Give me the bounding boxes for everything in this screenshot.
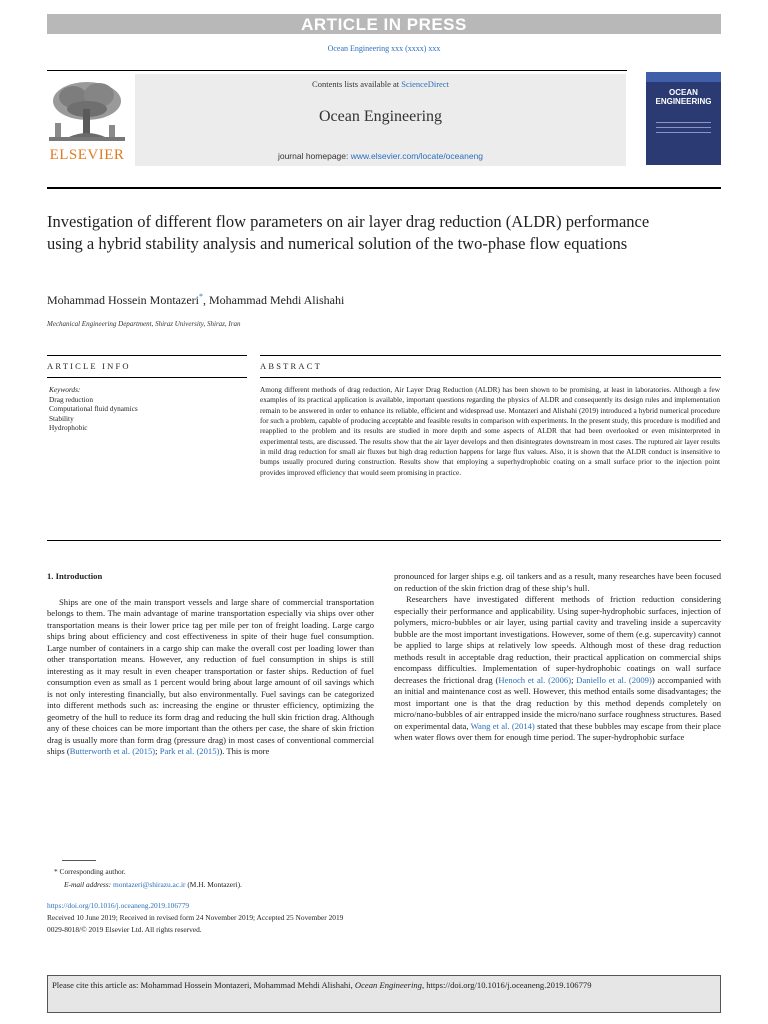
email-note	[64, 880, 242, 889]
author-2[interactable]: , Mohammad Mehdi Alishahi	[202, 293, 345, 307]
citation-doi[interactable]: , https://doi.org/10.1016/j.oceaneng.2019.106779	[421, 980, 592, 990]
citation-journal: Ocean Engineering	[354, 980, 422, 990]
abstract-rule-top	[260, 355, 721, 356]
citation-link[interactable]: Butterworth et al. (2015)	[69, 746, 156, 756]
doi-link[interactable]: https://doi.org/10.1016/j.oceaneng.2019.106779	[47, 901, 190, 910]
email-owner: (M.H. Montazeri).	[185, 880, 242, 889]
citation-link[interactable]: Wang et al. (2014)	[470, 720, 535, 731]
contents-line	[135, 79, 626, 89]
citation-link[interactable]: Henoch et al. (2006)	[498, 674, 572, 685]
doi-line	[47, 901, 189, 910]
homepage-prefix: journal homepage:	[277, 151, 351, 161]
author-1[interactable]: Mohammad Hossein Montazeri	[47, 293, 199, 307]
journal-reference-link[interactable]: Ocean Engineering xxx (xxxx) xxx	[327, 44, 441, 53]
abstract-rule-bottom	[260, 377, 721, 378]
keyword-item: Computational fluid dynamics	[49, 404, 138, 414]
left-column	[47, 571, 374, 758]
cover-title-line2: ENGINEERING	[655, 97, 712, 106]
article-title: Investigation of different flow parameters on air layer drag reduction (ALDR) performance using a hybrid stability analysis and numerical solution of the two-phase flow equations	[47, 212, 650, 253]
intro-p2a-text: Researchers have investigated different methods of friction reduction considering especially their performance and applicability. Using super-hydrophobic surfaces, injection of polymers, micro-bubbles or air layer, using partial cavity and traveling inside a supercavity bubble are the most important investigations. However, some of them (e.g. supercavity) cannot be applied to large ships at relatively low speeds. Although most of these drag reduction methods result in acceptable drag reduction, their practical application on commercial ships encompass difficulties. Implementation of super-hydrophobic coatings on wall surface decreases the frictional drag (	[394, 594, 721, 685]
header-top-rule	[47, 70, 627, 71]
received-dates: Received 10 June 2019; Received in revised form 24 November 2019; Accepted 25 November 2019	[47, 913, 344, 922]
header-bottom-rule	[47, 187, 721, 189]
corresponding-author-note: * Corresponding author.	[54, 867, 126, 876]
cover-title-line1: OCEAN	[669, 88, 698, 97]
intro-p2b-text: ) accompanied with an initial and maintenance cost as well. However, this method entails some disadvantages; the most important one is that the drag reduction by this method depends completely on micro/nano-bubbles of air entrapped inside the micro/nano surface roughness structures. Based on experimental data,	[394, 674, 721, 731]
citation-text	[52, 979, 716, 992]
footnote-rule	[62, 860, 96, 861]
keywords-label: Keywords:	[49, 385, 81, 394]
journal-header-box	[135, 74, 626, 166]
section-heading-introduction: 1. Introduction	[47, 571, 103, 581]
elsevier-wordmark: ELSEVIER	[49, 147, 125, 163]
contents-prefix: Contents lists available at	[312, 79, 402, 89]
intro-p2c-text: stated that these bubbles may escape from their place when water flows over them for enough time period. The super-hydrophobic surface	[394, 720, 721, 742]
keyword-item: Drag reduction	[49, 394, 93, 404]
article-info-rule-bottom	[47, 377, 247, 378]
elsevier-tree-icon	[49, 79, 125, 143]
right-column	[394, 571, 721, 744]
intro-p1-text: Ships are one of the main transport vessels and large share of commercial transportation belongs to them. The main advantage of marine transportation especially via ships over other transportation means is their lower price tag per mile per ton of freight loading. Large cargo ships bring about efficiency and cost effectiveness in spite of their huge fuel consumption. Large number of containers in a cargo ship can make the overall cost per loading lower than other transportation means. However, any reduction of fuel consumption in ships is still interesting as it may result in even cheaper transportation or faster ships. Reduction of fuel consumption even as small as 1 percent would bring about large amount of oil savings which is not only interesting financially, but also environmentally. Fuel savings can be categorized into different methods such as: increasing the engine or thruster efficiency, optimizing the geometry of the hull to reduce its form drag and reducing the hull skin friction drag. Although any of these choices can be more important than the others per case, the share of skin friction drag is usually more than form drag (pressure drag) in most cases of conventional commercial ships (	[47, 596, 374, 756]
intro-paragraph-1	[47, 597, 374, 758]
cover-top-strip	[646, 72, 721, 82]
copyright-line: 0029-8018/© 2019 Elsevier Ltd. All rights reserved.	[47, 925, 202, 934]
cover-title	[646, 88, 721, 106]
citation-link[interactable]: Park et al. (2015)	[159, 746, 220, 756]
elsevier-logo	[47, 79, 127, 165]
article-info-rule-top	[47, 355, 247, 356]
citation-box	[47, 975, 721, 1013]
front-matter-bottom-rule	[47, 540, 721, 541]
author-line	[47, 292, 344, 308]
journal-name: Ocean Engineering	[318, 108, 443, 125]
journal-homepage-line	[135, 151, 626, 161]
article-in-press-banner: ARTICLE IN PRESS	[47, 14, 721, 34]
article-info-heading: ARTICLE INFO	[47, 361, 131, 371]
email-link[interactable]: montazeri@shirazu.ac.ir	[113, 880, 186, 889]
citation-separator: ;	[155, 746, 160, 756]
corresponding-author-mark[interactable]: *	[198, 292, 203, 301]
intro-paragraph-2	[394, 594, 721, 744]
citation-prefix: Please cite this article as: Mohammad Hossein Montazeri, Mohammad Mehdi Alishahi,	[52, 980, 355, 990]
keyword-item: Stability	[49, 413, 74, 423]
citation-link[interactable]: Daniello et al. (2009)	[576, 674, 652, 685]
sciencedirect-link[interactable]: ScienceDirect	[401, 79, 449, 89]
abstract-heading: ABSTRACT	[260, 361, 322, 371]
keyword-item: Hydrophobic	[49, 423, 88, 433]
intro-paragraph-1-continued: pronounced for larger ships e.g. oil tankers and as a result, many researches have been focused on reduction of the skin friction drag of these ship’s hull.	[394, 571, 721, 593]
journal-cover-image	[646, 72, 721, 165]
affiliation: Mechanical Engineering Department, Shiraz University, Shiraz, Iran	[47, 320, 241, 328]
keywords-block	[49, 385, 138, 433]
cover-decoration	[656, 122, 711, 142]
homepage-link[interactable]: www.elsevier.com/locate/oceaneng	[350, 151, 484, 161]
abstract-text: Among different methods of drag reduction, Air Layer Drag Reduction (ALDR) has been shown to be promising, at least in laboratories. Although a few examples of its practical application is available, important questions regarding the physics of ALDR and consequently its design rules and implementation remain to be answered in order to enhance its reliable, efficient and widespread use. Montazeri and Alishahi (2019) introduced a hybrid numerical procedure for such a problem, capable of producing acceptable and feasible results in comparison with experiments. In the present study, this procedure is modified and reapplied to the problem and its results are studied in more depth and some aspects of ALDR that had been overlooked or even misinterpreted in experimental tests, are discussed. The results show that the air layer develops and then disintegrates downstream in most cases. The ruptured air layer results in mild drag reduction for small air fluxes but high drag reduction happens for large flux values. Also, it is shown that the ALDR conduct is insensitive to bumps usually procured during construction. Results show that employing a superhydrophobic coating on a small surface prior to the injection point provides improved efficiency that would seem promising in practice.	[260, 385, 720, 477]
email-label: E-mail address:	[64, 880, 113, 889]
intro-p1-end: ). This is more	[219, 746, 270, 756]
citation-separator: ;	[571, 674, 577, 685]
